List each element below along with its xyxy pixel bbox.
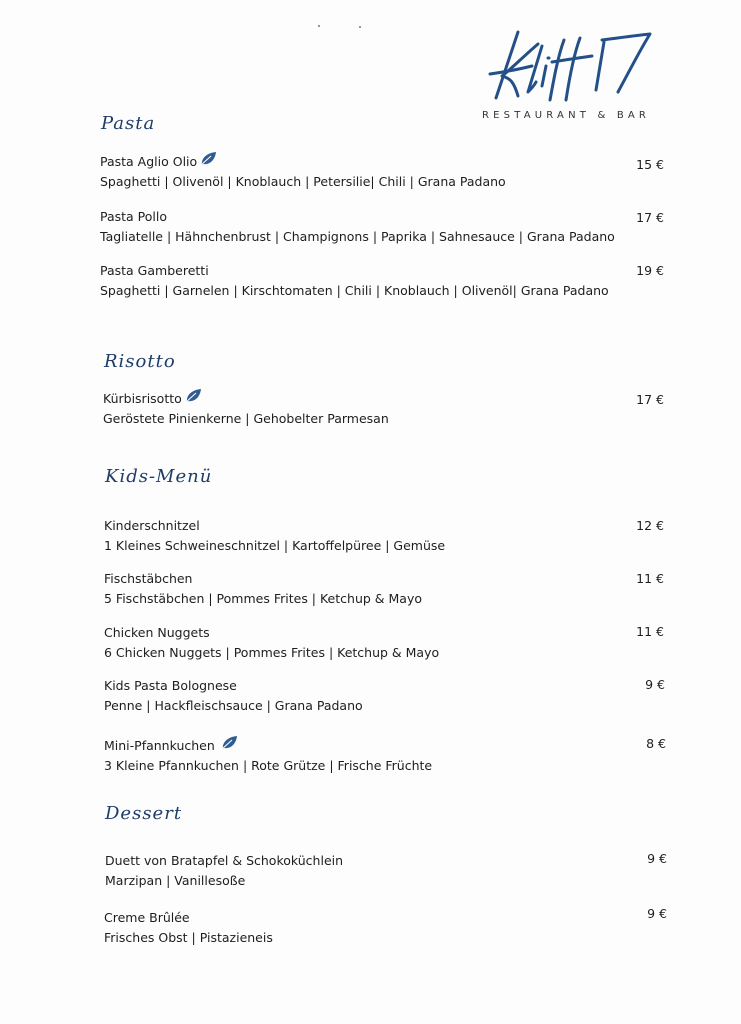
item-description: 3 Kleine Pfannkuchen | Rote Grütze | Frische Früchte [104, 758, 433, 773]
item-price: 11 € [636, 571, 664, 586]
item-price: 8 € [646, 736, 666, 751]
section-title-kids-menu: Kids-Menü [105, 466, 213, 487]
item-name: Creme Brûlée [104, 910, 190, 925]
menu-item [104, 736, 684, 776]
item-price: 15 € [636, 157, 664, 172]
menu-item [104, 676, 684, 716]
item-name: Fischstäbchen [104, 571, 193, 586]
item-description: Geröstete Pinienkerne | Gehobelter Parmesan [103, 411, 389, 426]
vegetarian-leaf-icon [199, 151, 217, 167]
item-name: Pasta Gamberetti [100, 263, 209, 278]
item-price: 19 € [636, 263, 664, 278]
menu-item [104, 516, 684, 556]
item-description: Spaghetti | Garnelen | Kirschtomaten | Chili | Knoblauch | Olivenöl| Grana Padano [100, 283, 609, 298]
menu-item [103, 389, 683, 429]
item-name: Kürbisrisotto [103, 391, 182, 406]
item-description: 6 Chicken Nuggets | Pommes Frites | Ketchup & Mayo [104, 645, 440, 660]
item-description: Tagliatelle | Hähnchenbrust | Champignons | Paprika | Sahnesauce | Grana Padano [100, 229, 615, 244]
item-description: Penne | Hackfleischsauce | Grana Padano [104, 698, 363, 713]
item-description: Spaghetti | Olivenöl | Knoblauch | Petersilie| Chili | Grana Padano [100, 174, 506, 189]
menu-item [104, 569, 684, 609]
item-price: 9 € [647, 906, 667, 921]
item-price: 12 € [636, 518, 664, 533]
item-description: 1 Kleines Schweineschnitzel | Kartoffelpüree | Gemüse [104, 538, 446, 553]
item-name: Kinderschnitzel [104, 518, 200, 533]
menu-item [105, 851, 685, 891]
menu-item [100, 152, 680, 192]
kliff17-logo-icon [480, 26, 655, 106]
item-name: Mini-Pfannkuchen [104, 738, 215, 753]
item-description: Marzipan | Vanillesoße [105, 873, 246, 888]
item-name: Duett von Bratapfel & Schokoküchlein [105, 853, 344, 868]
scan-specks [318, 24, 368, 30]
vegetarian-leaf-icon [184, 388, 202, 404]
logo [480, 26, 655, 106]
item-price: 9 € [647, 851, 667, 866]
menu-item [100, 207, 680, 247]
item-name: Chicken Nuggets [104, 625, 210, 640]
section-title-pasta: Pasta [101, 113, 156, 134]
menu-item [104, 623, 684, 663]
vegetarian-leaf-icon [220, 735, 238, 751]
item-name: Pasta Pollo [100, 209, 168, 224]
item-description: Frisches Obst | Pistazieneis [104, 930, 273, 945]
item-price: 17 € [636, 392, 664, 407]
item-price: 17 € [636, 210, 664, 225]
item-name: Kids Pasta Bolognese [104, 678, 237, 693]
item-price: 11 € [636, 624, 664, 639]
menu-item [100, 261, 680, 301]
tagline: RESTAURANT & BAR [482, 110, 651, 121]
section-title-dessert: Dessert [105, 803, 183, 824]
section-title-risotto: Risotto [104, 351, 176, 372]
item-name: Pasta Aglio Olio [100, 154, 198, 169]
item-description: 5 Fischstäbchen | Pommes Frites | Ketchup & Mayo [104, 591, 422, 606]
menu-item [104, 908, 684, 948]
item-price: 9 € [645, 677, 665, 692]
